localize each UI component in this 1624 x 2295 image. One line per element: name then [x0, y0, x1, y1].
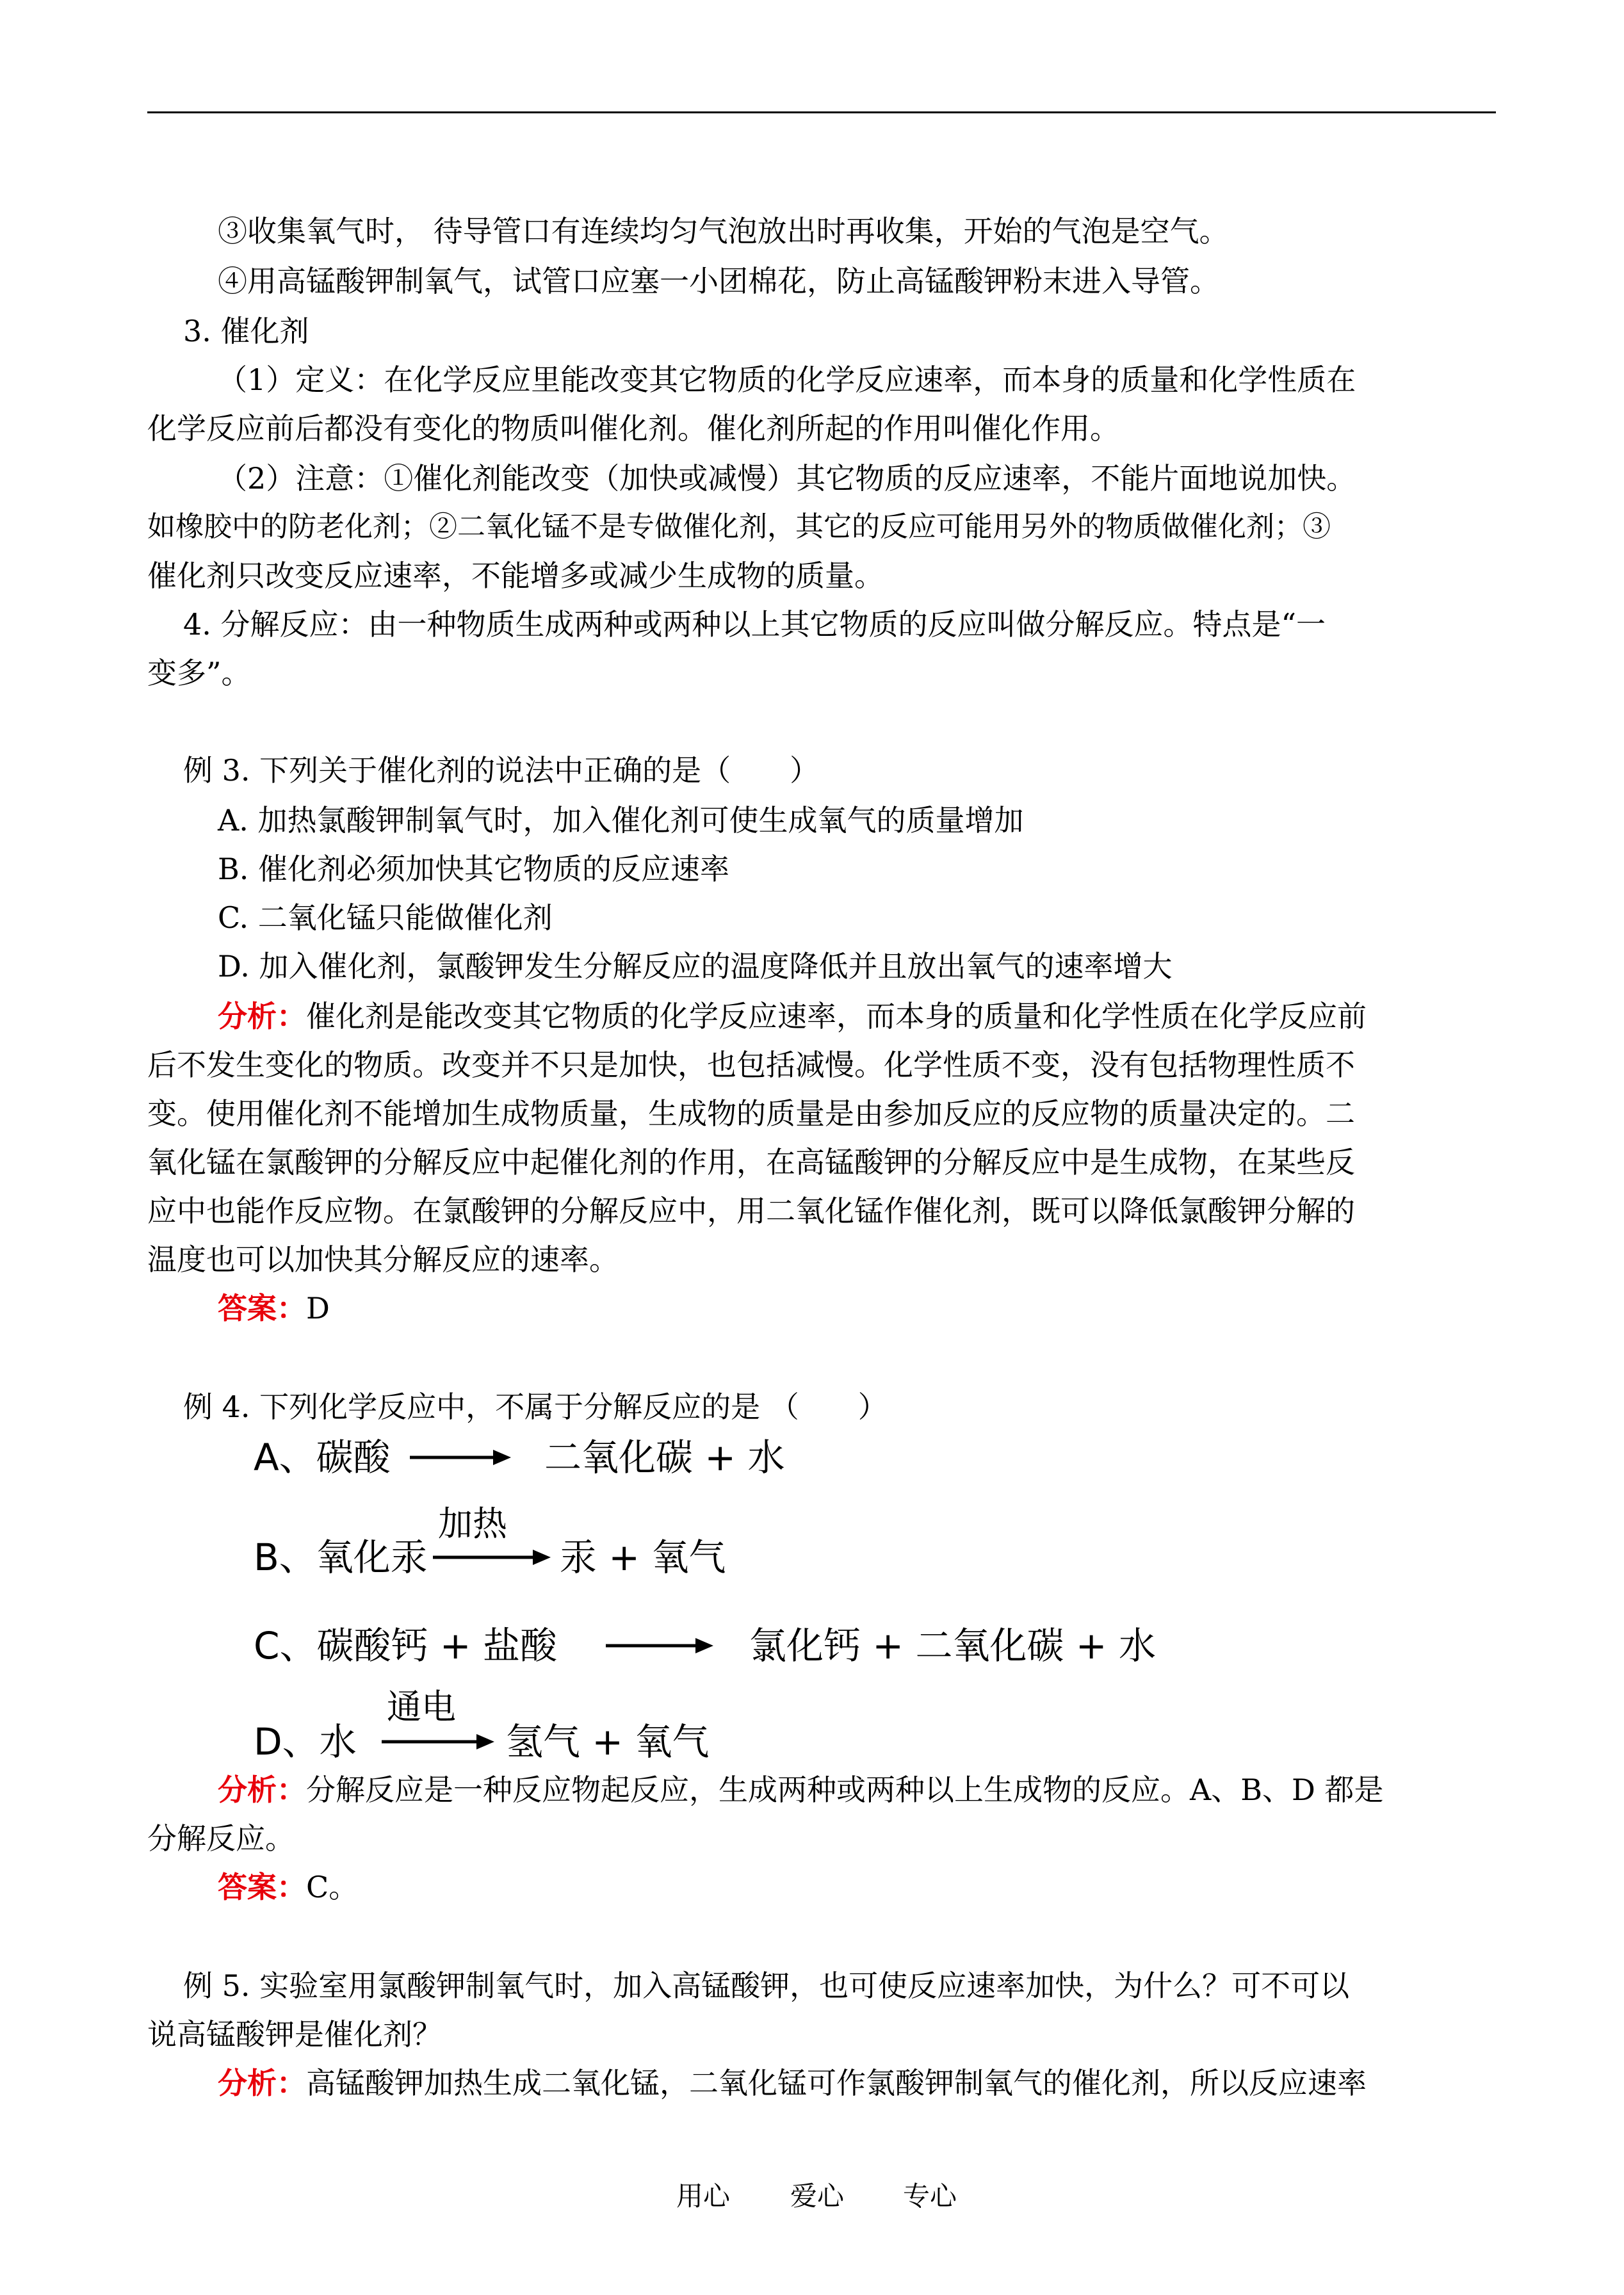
reaction-c-right: 氯化钙 + 二氧化碳 + 水 [749, 1624, 1156, 1667]
section-heading: 3. 催化剂 [183, 314, 309, 348]
text-line: （2）注意：①催化剂能改变（加快或减慢）其它物质的反应速率，不能片面地说加快。 [218, 461, 1356, 496]
analysis-line: 温度也可以加快其分解反应的速率。 [147, 1242, 619, 1277]
example-question: 例 5. 实验室用氯酸钾制氧气时，加入高锰酸钾，也可使反应速率加快，为什么？可不可以 [183, 1968, 1350, 2003]
section-heading: 4. 分解反应：由一种物质生成两种或两种以上其它物质的反应叫做分解反应。特点是“一 [183, 607, 1326, 642]
answer-label: 答案： [218, 1870, 306, 1904]
reaction-b-condition: 加热 [438, 1504, 507, 1544]
text-line: 化学反应前后都没有变化的物质叫催化剂。催化剂所起的作用叫催化作用。 [147, 411, 1119, 446]
analysis-line: 氧化锰在氯酸钾的分解反应中起催化剂的作用，在高锰酸钾的分解反应中是生成物，在某些反 [147, 1145, 1355, 1180]
option-c: C. 二氧化锰只能做催化剂 [218, 900, 553, 935]
option-d: D. 加入催化剂，氯酸钾发生分解反应的温度降低并且放出氧气的速率增大 [218, 949, 1173, 984]
footer-text-2: 爱心 [790, 2180, 845, 2212]
answer-label: 答案： [218, 1291, 306, 1326]
text-line: ③收集氧气时， 待导管口有连续均匀气泡放出时再收集，开始的气泡是空气。 [218, 214, 1229, 248]
analysis-line: 变。使用催化剂不能增加生成物质量，生成物的质量是由参加反应的反应物的质量决定的。二 [147, 1096, 1355, 1131]
reaction-c-left: C、碳酸钙 + 盐酸 [254, 1624, 557, 1667]
option-a: A. 加热氯酸钾制氧气时，加入催化剂可使生成氧气的质量增加 [218, 803, 1024, 838]
reaction-d-right: 氢气 + 氧气 [506, 1720, 710, 1764]
analysis-label: 分析： [218, 1772, 306, 1807]
text-line: ④用高锰酸钾制氧气，试管口应塞一小团棉花，防止高锰酸钾粉末进入导管。 [218, 264, 1219, 298]
analysis: 分析：高锰酸钾加热生成二氧化锰，二氧化锰可作氯酸钾制氧气的催化剂，所以反应速率 [218, 2066, 1367, 2100]
reaction-b-left: B、氧化汞 [254, 1536, 428, 1579]
analysis-label: 分析： [218, 999, 306, 1034]
example-question: 例 4. 下列化学反应中，不属于分解反应的是 （ ） [183, 1390, 888, 1424]
footer-text-1: 用心 [676, 2180, 731, 2212]
arrow-icon [410, 1445, 512, 1470]
text-line: 如橡胶中的防老化剂；②二氧化锰不是专做催化剂，其它的反应可能用另外的物质做催化剂；③ [147, 510, 1331, 543]
analysis-label: 分析： [218, 2066, 306, 2100]
analysis: 分析：分解反应是一种反应物起反应，生成两种或两种以上生成物的反应。A、B、D 都是 [218, 1772, 1384, 1807]
reaction-b-right: 汞 + 氧气 [560, 1536, 726, 1579]
example-question: 例 3. 下列关于催化剂的说法中正确的是（ ） [183, 753, 820, 788]
text-line: 变多”。 [147, 656, 251, 690]
analysis-line: 分解反应。 [147, 1821, 295, 1856]
analysis: 分析：催化剂是能改变其它物质的化学反应速率，而本身的质量和化学性质在化学反应前 [218, 999, 1367, 1034]
answer: 答案：C。 [218, 1870, 359, 1904]
analysis-line: 后不发生变化的物质。改变并不只是加快，也包括减慢。化学性质不变，没有包括物理性质不 [147, 1048, 1355, 1082]
reaction-a-right: 二氧化碳 + 水 [544, 1436, 785, 1479]
text-line: 催化剂只改变反应速率，不能增多或减少生成物的质量。 [147, 558, 884, 593]
footer-text-3: 专心 [903, 2180, 957, 2212]
arrow-icon [606, 1633, 715, 1658]
analysis-line: 应中也能作反应物。在氯酸钾的分解反应中，用二氧化锰作催化剂，既可以降低氯酸钾分解的 [147, 1194, 1355, 1228]
option-b: B. 催化剂必须加快其它物质的反应速率 [218, 852, 730, 886]
text-line: （1）定义：在化学反应里能改变其它物质的化学反应速率，而本身的质量和化学性质在 [218, 362, 1356, 397]
arrow-icon [382, 1729, 494, 1755]
reaction-d-condition: 通电 [387, 1687, 456, 1727]
arrow-icon [433, 1545, 551, 1570]
reaction-d-left: D、水 [254, 1720, 357, 1764]
example-question-line: 说高锰酸钾是催化剂？ [147, 2017, 442, 2052]
header-rule [147, 111, 1496, 113]
answer: 答案：D [218, 1291, 330, 1326]
reaction-a-left: A、碳酸 [254, 1436, 391, 1479]
